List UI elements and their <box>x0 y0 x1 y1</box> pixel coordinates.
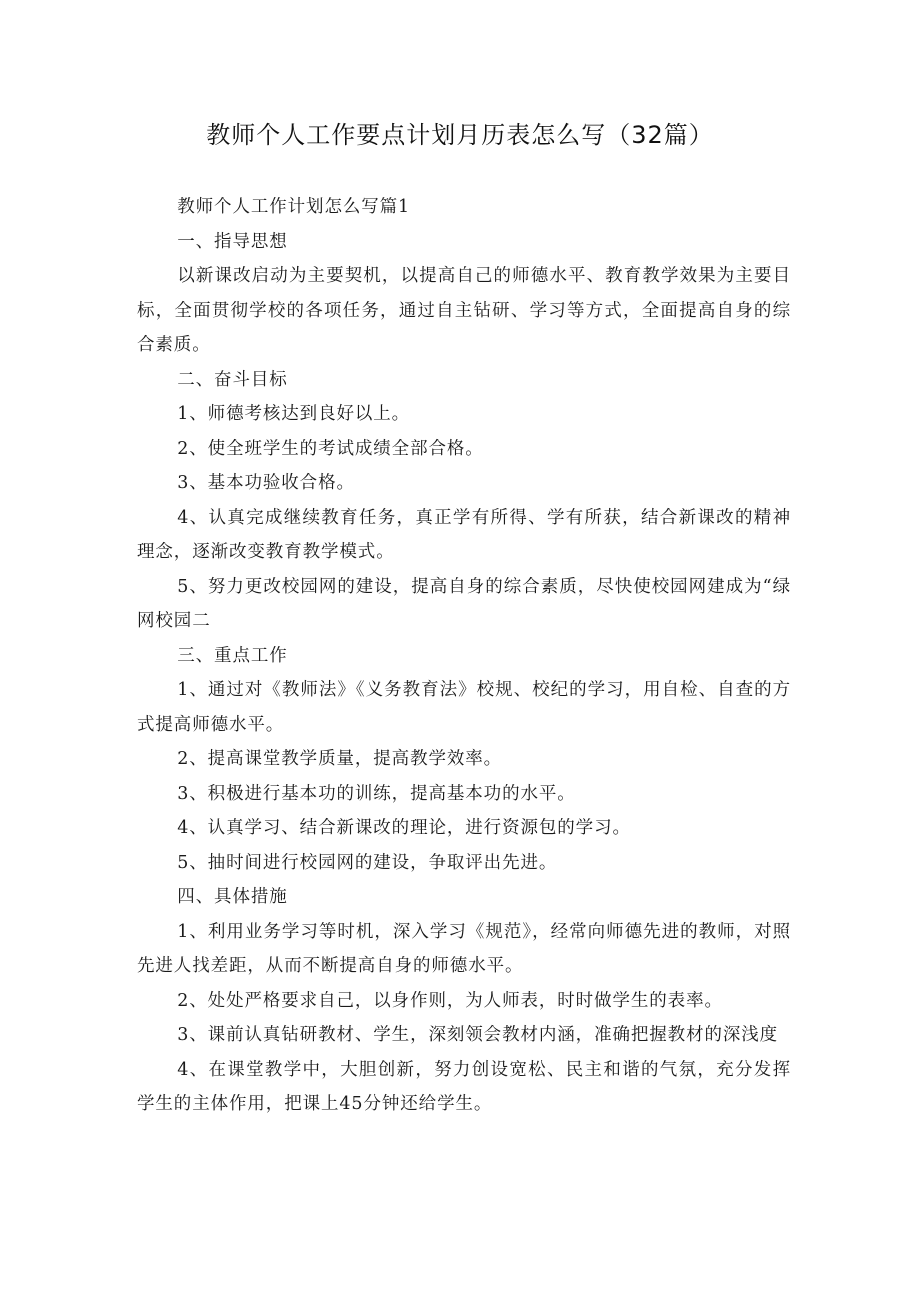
document-body <box>137 190 791 1122</box>
list-item: 4、认真完成继续教育任务，真正学有所得、学有所获，结合新课改的精神理念，逐渐改变教育教学模式。 <box>137 507 791 562</box>
list-item: 2、使全班学生的考试成绩全部合格。 <box>177 438 484 459</box>
list-item: 4、在课堂教学中，大胆创新，努力创设宽松、民主和谐的气氛，充分发挥学生的主体作用，把课上45分钟还给学生。 <box>137 1059 791 1114</box>
list-item: 2、提高课堂教学质量，提高教学效率。 <box>177 749 503 769</box>
list-item: 5、抽时间进行校园网的建设，争取评出先进。 <box>177 852 558 873</box>
list-item: 2、处处严格要求自己，以身作则，为人师表，时时做学生的表率。 <box>177 990 723 1011</box>
subsection-heading: 一、指导思想 <box>177 231 288 252</box>
list-item: 1、通过对《教师法》《义务教育法》校规、校纪的学习，用自检、自查的方式提高师德水平。 <box>137 680 791 735</box>
list-item: 5、努力更改校园网的建设，提高自身的综合素质，尽快使校园网建成为“绿网校园二 <box>137 576 791 631</box>
section-heading: 教师个人工作计划怎么写篇1 <box>177 197 411 217</box>
list-item: 4、认真学习、结合新课改的理论，进行资源包的学习。 <box>177 818 631 838</box>
list-item: 3、基本功验收合格。 <box>177 473 355 493</box>
list-item: 3、积极进行基本功的训练，提高基本功的水平。 <box>177 783 576 804</box>
subsection-heading: 三、重点工作 <box>177 645 288 666</box>
subsection-heading: 四、具体措施 <box>177 887 288 907</box>
body-paragraph: 以新课改启动为主要契机，以提高自己的师德水平、教育教学效果为主要目标，全面贯彻学校的各项任务，通过自主钻研、学习等方式，全面提高自身的综合素质。 <box>137 266 791 355</box>
list-item: 3、课前认真钻研教材、学生，深刻领会教材内涵，准确把握教材的深浅度 <box>177 1025 779 1045</box>
subsection-heading: 二、奋斗目标 <box>177 369 288 390</box>
list-item: 1、师德考核达到良好以上。 <box>177 404 411 424</box>
list-item: 1、利用业务学习等时机，深入学习《规范》，经常向师德先进的教师，对照先进人找差距，从而不断提高自身的师德水平。 <box>137 921 791 976</box>
document-title: 教师个人工作要点计划月历表怎么写（32篇） <box>206 121 714 149</box>
